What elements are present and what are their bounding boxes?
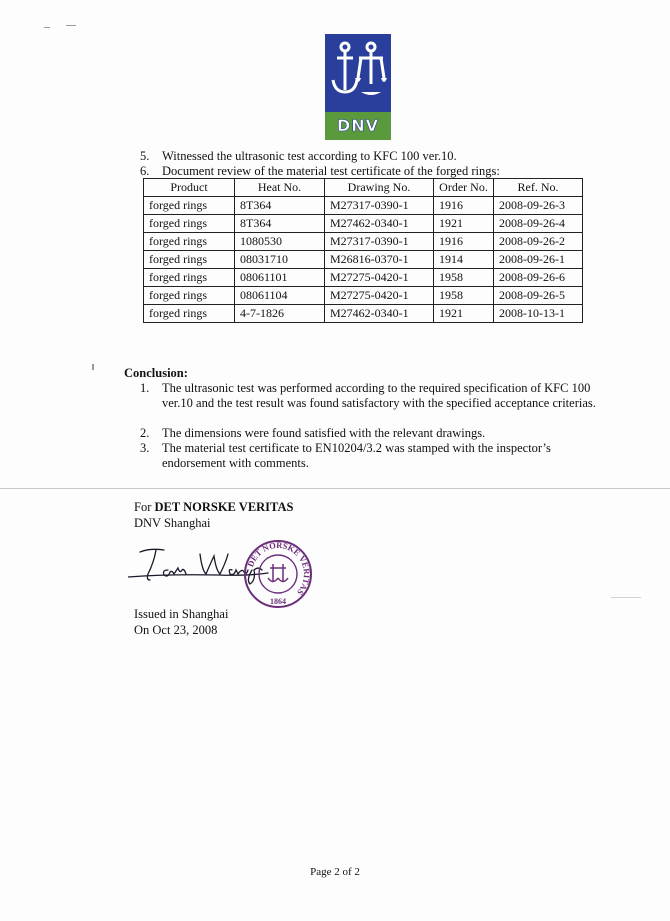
cell-ref-no: 2008-09-26-1 [494, 251, 583, 269]
table-row [144, 197, 583, 215]
scan-speck [92, 364, 94, 370]
issue-details [134, 606, 228, 638]
cell-product: forged rings [144, 215, 235, 233]
table-row [144, 251, 583, 269]
cell-heat-no: 8T364 [235, 215, 325, 233]
anchor-scales-icon [325, 34, 391, 112]
item-number: 5. [140, 149, 150, 163]
item-text: The material test certificate to EN10204/3.2 was stamped with the inspector’s endorsement with comments. [162, 441, 551, 470]
company-seal-stamp [242, 538, 314, 610]
conclusion-heading: Conclusion: [124, 366, 188, 380]
cell-product: forged rings [144, 197, 235, 215]
cell-order-no: 1921 [434, 215, 494, 233]
cell-ref-no: 2008-09-26-3 [494, 197, 583, 215]
cell-product: forged rings [144, 251, 235, 269]
cell-drawing-no: M27317-0390-1 [325, 233, 434, 251]
cell-product: forged rings [144, 233, 235, 251]
cell-drawing-no: M27275-0420-1 [325, 287, 434, 305]
forged-rings-table [143, 178, 583, 323]
cell-order-no: 1958 [434, 269, 494, 287]
cell-drawing-no: M27275-0420-1 [325, 269, 434, 287]
item-number: 3. [140, 441, 150, 455]
table-row [144, 305, 583, 323]
cell-drawing-no: M27317-0390-1 [325, 197, 434, 215]
cell-heat-no: 8T364 [235, 197, 325, 215]
dnv-logo [325, 34, 391, 140]
signoff-company-line [134, 500, 293, 515]
header-heat-no: Heat No. [235, 179, 325, 197]
seal-ring-text: DET NORSKE VERITAS [245, 539, 313, 598]
scan-divider [0, 488, 670, 489]
cell-drawing-no: M27462-0340-1 [325, 305, 434, 323]
header-ref-no: Ref. No. [494, 179, 583, 197]
cell-order-no: 1921 [434, 305, 494, 323]
page-number: Page 2 of 2 [310, 866, 360, 878]
cell-drawing-no: M27462-0340-1 [325, 215, 434, 233]
cell-product: forged rings [144, 269, 235, 287]
item-number: 2. [140, 426, 150, 440]
cell-drawing-no: M26816-0370-1 [325, 251, 434, 269]
table-row [144, 215, 583, 233]
cell-ref-no: 2008-09-26-2 [494, 233, 583, 251]
cell-heat-no: 08061101 [235, 269, 325, 287]
cell-heat-no: 08031710 [235, 251, 325, 269]
table-row [144, 269, 583, 287]
item-number: 6. [140, 164, 150, 178]
scan-speck [44, 27, 50, 28]
table-header-row [144, 179, 583, 197]
header-product: Product [144, 179, 235, 197]
cell-ref-no: 2008-09-26-6 [494, 269, 583, 287]
cell-order-no: 1916 [434, 233, 494, 251]
scan-speck [66, 25, 76, 26]
cell-order-no: 1916 [434, 197, 494, 215]
cell-ref-no: 2008-09-26-4 [494, 215, 583, 233]
table-row [144, 233, 583, 251]
cell-heat-no: 4-7-1826 [235, 305, 325, 323]
logo-brand-text: DNV [336, 116, 380, 135]
cell-ref-no: 2008-09-26-5 [494, 287, 583, 305]
office-name: DNV Shanghai [134, 516, 211, 530]
header-order-no: Order No. [434, 179, 494, 197]
cell-order-no: 1914 [434, 251, 494, 269]
item-text: Witnessed the ultrasonic test according to KFC 100 ver.10. [162, 149, 457, 163]
seal-emblem-icon [268, 564, 288, 582]
item-text: The ultrasonic test was performed according to the required specification of KFC 100 ver.10 and the test result was found satisfactory with the specified acceptance criterias. [162, 381, 596, 410]
issued-date: On Oct 23, 2008 [134, 623, 218, 637]
cell-order-no: 1958 [434, 287, 494, 305]
cell-heat-no: 1080530 [235, 233, 325, 251]
seal-year: 1864 [270, 597, 286, 606]
cell-product: forged rings [144, 305, 235, 323]
table-row [144, 287, 583, 305]
header-drawing-no: Drawing No. [325, 179, 434, 197]
cell-heat-no: 08061104 [235, 287, 325, 305]
cell-product: forged rings [144, 287, 235, 305]
item-text: Document review of the material test certificate of the forged rings: [162, 164, 500, 178]
issued-place: Issued in Shanghai [134, 607, 229, 621]
item-number: 1. [140, 381, 150, 395]
item-text: The dimensions were found satisfied with the relevant drawings. [162, 426, 486, 440]
company-name: DET NORSKE VERITAS [154, 500, 294, 514]
scan-speck [611, 597, 641, 598]
cell-ref-no: 2008-10-13-1 [494, 305, 583, 323]
for-prefix: For [134, 500, 152, 514]
